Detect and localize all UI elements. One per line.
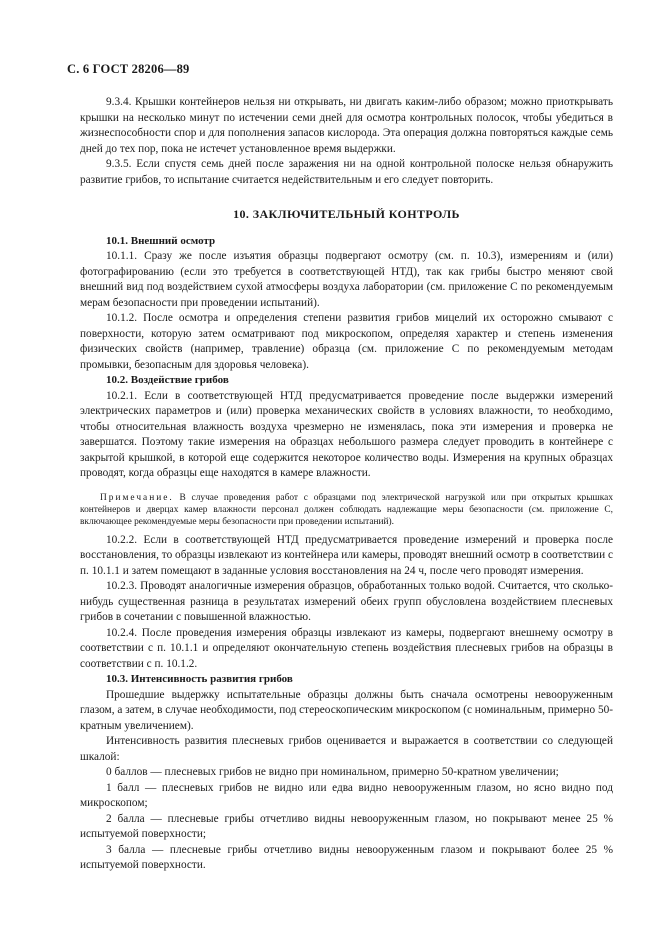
scale-item-2: 2 балла — плесневые грибы отчетливо видны невооруженным глазом, но покрывают менее 25 % испытуемой поверхности; (80, 812, 613, 841)
subsection-title-10-2: 10.2. Воздействие грибов (106, 374, 229, 386)
subsection-heading-10-3 (80, 672, 613, 688)
note-label: Примечание. (100, 492, 174, 503)
paragraph-10-2-3: 10.2.3. Проводят аналогичные измерения образцов, обработанных только водой. Считается, что сколько-нибудь существенная разница в результатах измерений обеих групп обусловлена воздействием плесневых грибов в сочетании с повышенной влажностью. (80, 580, 613, 624)
paragraph-9-3-5: 9.3.5. Если спустя семь дней после заражения ни на одной контрольной полоске нельзя обнаружить развитие грибов, то испытание считается недействительным и его следует повторить. (80, 158, 613, 186)
running-head: С. 6 ГОСТ 28206—89 (67, 62, 190, 76)
paragraph-10-2-1: 10.2.1. Если в соответствующей НТД предусматривается проведение после выдержки измерений электрических параметров и (или) проверка механических свойств в условиях влажности, то необходимо, чтобы относительная влажность воздуха чрезмерно не изменялась, пока эти измерения и проверка не завершатся. Поэтому такие измерения на образцах небольшого размера следует проводить в контейнере с закрытой крышкой, в которой еще содержится некоторое количество воды. Измерения на крупных образцах проводят, когда образцы еще находятся в камере влажности. (80, 389, 613, 479)
paragraph-10-2-4: 10.2.4. После проведения измерения образцы извлекают из камеры, подвергают внешнему осмотру в соответствии с п. 10.1.1 и определяют окончательную степень воздействия плесневых грибов на образцы в соответствии с п. 10.1.2. (80, 626, 613, 670)
subsection-heading-10-2 (80, 373, 613, 389)
subsection-title-10-1: 10.1. Внешний осмотр (106, 234, 216, 247)
subsection-title-10-3: 10.3. Интенсивность развития грибов (106, 673, 293, 686)
paragraph-10-1-1: 10.1.1. Сразу же после изъятия образцы подвергают осмотру (см. п. 10.3), измерениям и (или) фотографированию (если это требуется в соответствующей НТД), так как грибы быстро меняют свой внешний вид под воздействием сухой атмосферы воздуха лаборатории (см. приложение С по рекомендуемым мерам безопасности при проведении испытаний). (80, 250, 613, 309)
paragraph-9-3-4: 9.3.4. Крышки контейнеров нельзя ни открывать, ни двигать каким-либо образом; можно приоткрывать крышки на несколько минут по истечении семи дней для осмотра контрольных полосок, чтобы убедиться в жизнеспособности спор и для пополнения запасов кислорода. Эта операция должна повторяться каждые семь дней до тех пор, пока не истечет установленное время выдержки. (80, 96, 613, 155)
scale-item-3: 3 балла — плесневые грибы отчетливо видны невооруженным глазом и покрывают более 25 % испытуемой поверхности. (80, 843, 613, 872)
paragraph-10-2-2: 10.2.2. Если в соответствующей НТД предусматривается проведение измерений и проверка после восстановления, то образцы извлекают из контейнера или камеры, проводят внешний осмотр в соответствии с п. 10.1.1 и затем помещают в заданные условия восстановления на 24 ч, после чего проводят измерения. (80, 533, 613, 577)
note (80, 492, 613, 529)
subsection-heading-10-1 (80, 234, 613, 250)
section-title: 10. ЗАКЛЮЧИТЕЛЬНЫЙ КОНТРОЛЬ (233, 207, 460, 221)
paragraph-10-3-b: Интенсивность развития плесневых грибов оценивается и выражается в соответствии со следующей шкалой: (80, 735, 613, 763)
paragraph-10-1-2: 10.1.2. После осмотра и определения степени развития грибов мицелий их осторожно смывают с поверхности, которую затем осматривают под микроскопом, определяя характер и степень изменения физических свойств (например, травление) образца (см. приложение С по рекомендуемым методам промывки, безопасным для здоровья человека). (80, 312, 613, 371)
scale-item-0: 0 баллов — плесневых грибов не видно при номинальном, примерно 50-кратном увеличении; (106, 766, 559, 779)
document-body (80, 95, 613, 874)
note-text: В случае проведения работ с образцами под электрической нагрузкой или при открытых крышках контейнеров и дверцах камер влажности персонал должен соблюдать надлежащие меры безопасности (см. приложение С, включающее рекомендуемые меры безопасности при проведении испытаний). (80, 492, 614, 528)
paragraph-10-3-a: Прошедшие выдержку испытательные образцы должны быть сначала осмотрены невооруженным глазом, а затем, в случае необходимости, под стереоскопическим микроскопом (с номинальным, примерно 50-кратным увеличением). (80, 688, 613, 732)
scale-item-1: 1 балл — плесневых грибов не видно или едва видно невооруженным глазом, но ясно видно под микроскопом; (80, 781, 613, 810)
